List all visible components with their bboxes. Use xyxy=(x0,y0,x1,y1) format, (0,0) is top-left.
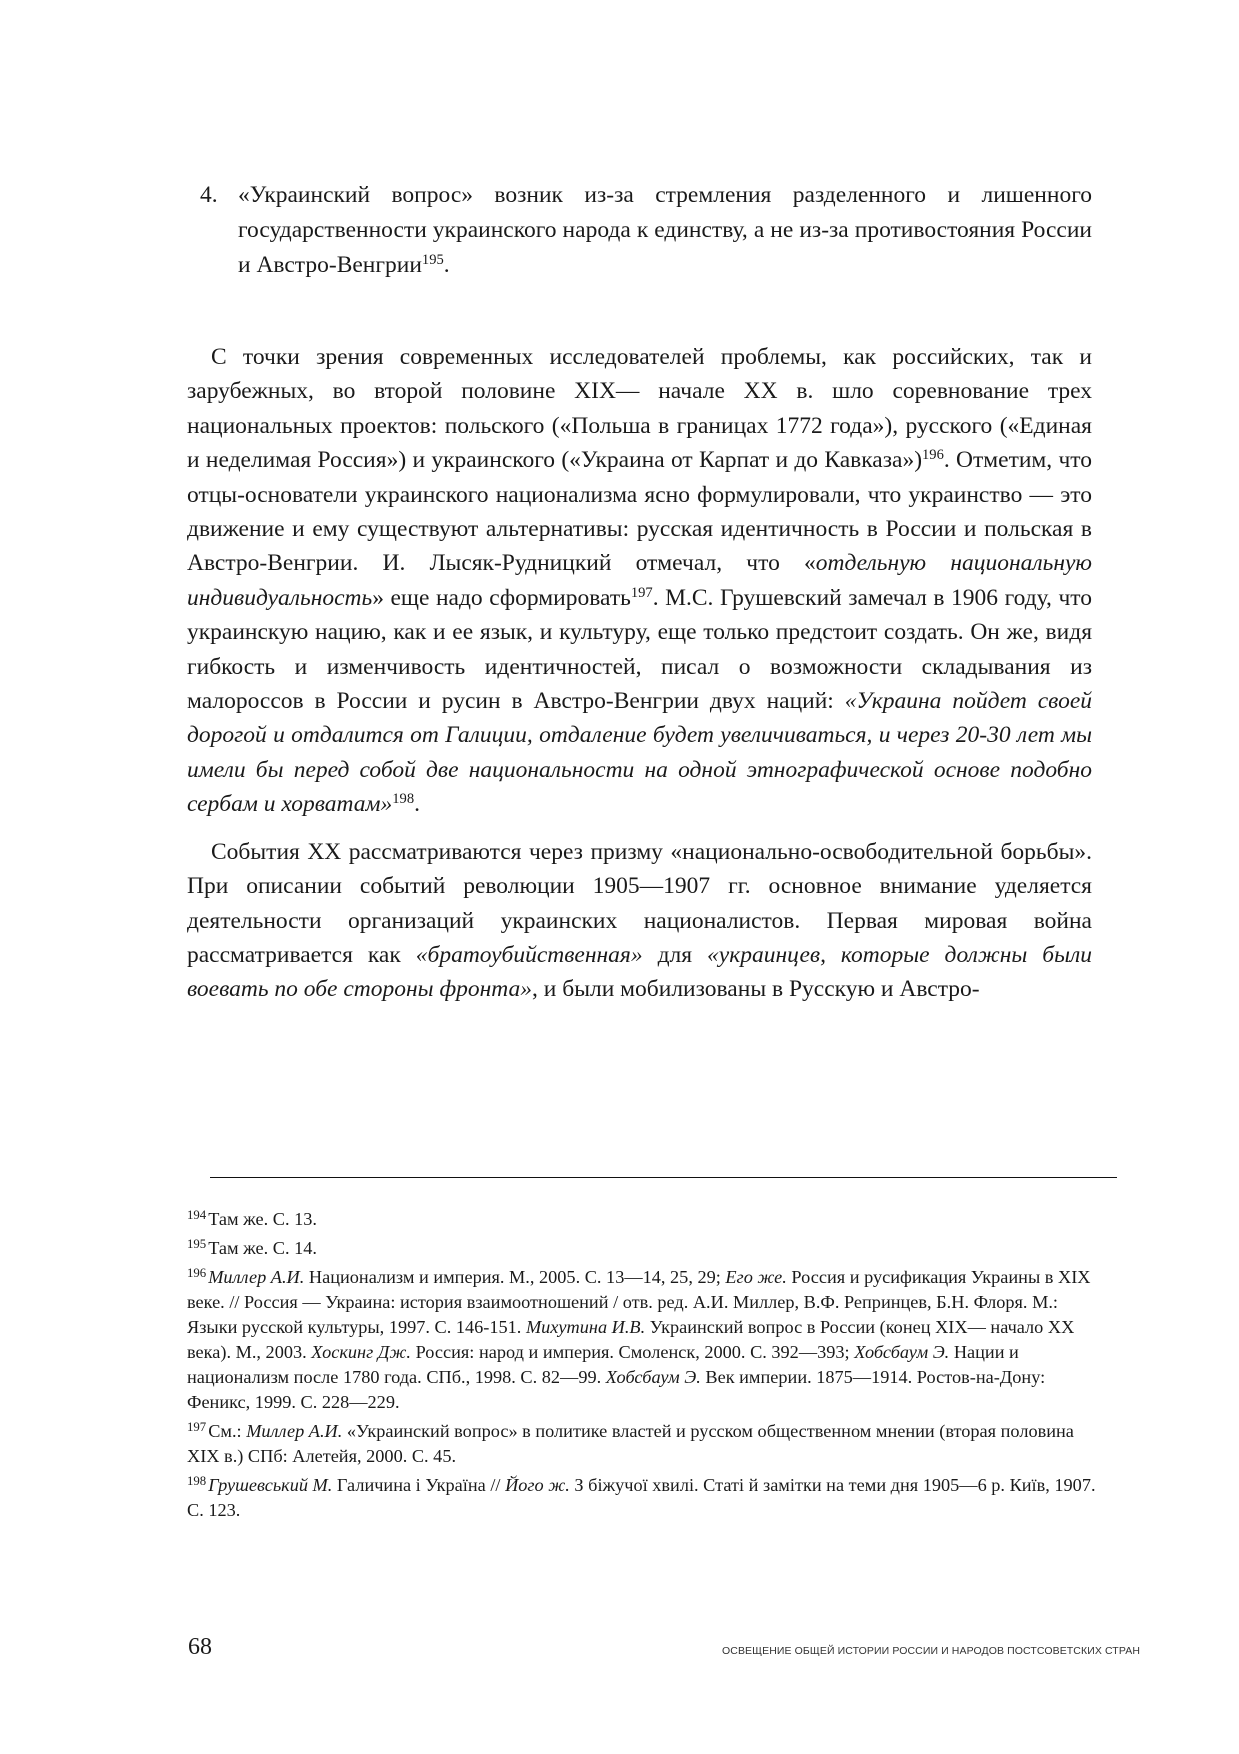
list-item-text xyxy=(238,178,1092,283)
page-number: 68 xyxy=(188,1634,212,1660)
text-run: Россия: народ и империя. Смоленск, 2000. С. 392—393; xyxy=(411,1342,855,1362)
footnote-number: 194 xyxy=(187,1208,207,1223)
footnote-number: 195 xyxy=(187,1237,207,1252)
list-item-end: . xyxy=(443,252,450,278)
italic-text: Його ж. xyxy=(505,1475,570,1495)
footnote-ref[interactable]: 198 xyxy=(392,791,415,808)
footnote-ref[interactable]: 197 xyxy=(630,584,653,601)
text-run: » еще надо сформировать xyxy=(372,584,631,611)
text-run: . М.С. Грушевский замечал в 1906 году, что украинскую нацию, как и ее язык, и культуру, еще только предстоит создать. Он же, видя гибкость и изменчивость идентичностей, писал о возможности складывания из малороссов в России и русин в Австро-Венгрии двух наций: xyxy=(187,584,1092,715)
text-run: . xyxy=(414,791,420,818)
numbered-list-item xyxy=(200,178,1092,283)
italic-text: Миллер А.И. xyxy=(246,1421,343,1441)
italic-text: Хобсбаум Э. xyxy=(854,1342,950,1362)
text-run: Галичина і Україна // xyxy=(332,1475,506,1495)
footnote-separator xyxy=(210,1177,1117,1178)
text-run: , и были мобилизованы в Русскую и Австро- xyxy=(532,976,980,1003)
text-run: Век империи. 1875—1914. Ростов-на-Дону: Феникс, 1999. С. 228—229. xyxy=(187,1367,1046,1412)
italic-text: «Украина пойдет своей дорогой и отдалится от Галиции, отдаление будет увеличиваться, и через 20-30 лет мы имели бы перед собой две национальности на одной этнографической основе подобно сербам и хорватам» xyxy=(187,688,1093,818)
italic-text: Грушевський М. xyxy=(208,1475,333,1495)
text-run: События XX рассматриваются через призму «национально-освободительной борьбы». При описании событий революции 1905—1907 гг. основное внимание уделяется деятельности организаций украинских националистов. Первая мировая война рассматривается как xyxy=(187,838,1092,968)
text-run: Украинский вопрос в России (конец XIX— начало XX века). М., 2003. xyxy=(187,1317,1075,1362)
footnote xyxy=(187,1419,1102,1469)
italic-text: Хобсбаум Э. xyxy=(605,1367,701,1387)
italic-text: Хоскинг Дж. xyxy=(311,1342,411,1362)
paragraph xyxy=(187,340,1092,822)
text-run: З біжучої хвилі. Статі й замітки на теми дня 1905—6 р. Київ, 1907. С. 123. xyxy=(187,1475,1096,1520)
list-item-body: «Украинский вопрос» возник из-за стремления разделенного и лишенного государственности украинского народа к единству, а не из-за противостояния России и Австро-Венгрии xyxy=(238,182,1092,278)
paragraph xyxy=(187,835,1092,1007)
italic-text: «братоубийственная» xyxy=(415,941,643,968)
footnote xyxy=(187,1265,1102,1415)
italic-text: Миллер А.И. xyxy=(208,1267,305,1287)
text-run: Национализм и империя. М., 2005. С. 13—14, 25, 29; xyxy=(304,1267,726,1287)
italic-text: Его же. xyxy=(725,1267,787,1287)
footnote xyxy=(187,1207,1102,1232)
footnotes xyxy=(187,1207,1102,1527)
text-run: для xyxy=(642,941,708,968)
footnote xyxy=(187,1473,1102,1523)
text-run: Россия и русификация Украины в XIX веке. // Россия — Украина: история взаимоотношений / отв. ред. А.И. Миллер, В.Ф. Репринцев, Б.Н. Флоря. М.: Языки русской культуры, 1997. С. 146-151. xyxy=(187,1267,1091,1337)
italic-text: отдельную национальную индивидуальность xyxy=(187,550,1092,611)
text-run: См.: xyxy=(208,1421,247,1441)
italic-text: «украинцев, которые должны были воевать по обе стороны фронта» xyxy=(187,941,1092,1003)
text-run: . Отметим, что отцы-основатели украинского национализма ясно формулировали, что украинство — это движение и ему существуют альтернативы: русская идентичность в России и польская в Австро-Венгрии. И. Лысяк-Рудницкий отмечал, что « xyxy=(187,447,1092,577)
text-run: Там же. С. 13. xyxy=(208,1209,317,1229)
italic-text: Михутина И.В. xyxy=(525,1317,646,1337)
text-run: «Украинский вопрос» в политике властей и русском общественном мнении (вторая половина XIX в.) СПб: Алетейя, 2000. С. 45. xyxy=(187,1421,1074,1466)
footnote-ref[interactable]: 195 xyxy=(421,252,444,268)
footnote xyxy=(187,1236,1102,1261)
body-text xyxy=(187,340,1092,1020)
text-run: Нации и национализм после 1780 года. СПб., 1998. С. 82—99. xyxy=(187,1342,1019,1387)
running-title: ОСВЕЩЕНИЕ ОБЩЕЙ ИСТОРИИ РОССИИ И НАРОДОВ ПОСТСОВЕТСКИХ СТРАН xyxy=(722,1645,1141,1657)
text-run: С точки зрения современных исследователей проблемы, как российских, так и зарубежных, во второй половине XIX— начале XX в. шло соревнование трех национальных проектов: польского («Польша в границах 1772 года»), русского («Единая и неделимая Россия») и украинского («Украина от Карпат и до Кавказа») xyxy=(187,344,1092,474)
footnote-number: 196 xyxy=(187,1266,207,1281)
footnote-number: 197 xyxy=(187,1420,207,1435)
footnote-number: 198 xyxy=(187,1474,207,1489)
list-number: 4. xyxy=(200,182,218,208)
text-run: Там же. С. 14. xyxy=(208,1238,317,1258)
footnote-ref[interactable]: 196 xyxy=(922,447,944,464)
